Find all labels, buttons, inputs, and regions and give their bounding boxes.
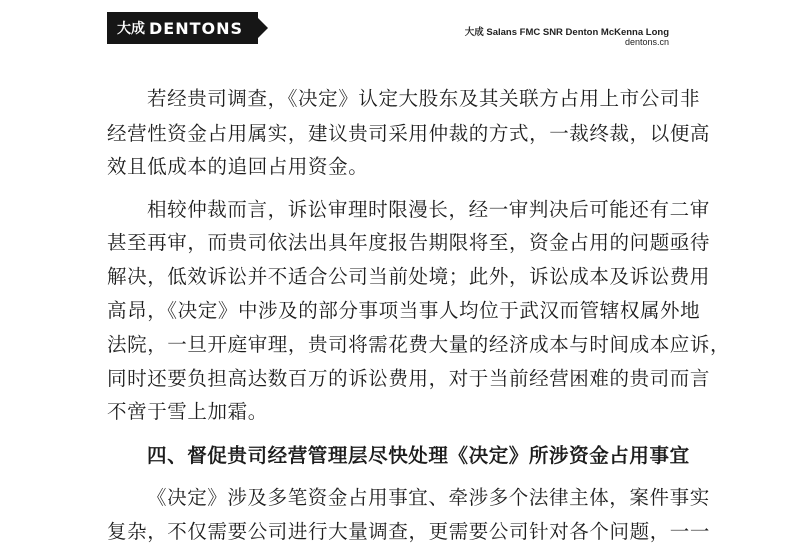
paragraph-2-line-3: 解决，低效诉讼并不适合公司当前处境；此外，诉讼成本及诉讼费用 — [107, 265, 711, 288]
website: dentons.cn — [624, 37, 669, 47]
firm-names: 大成 Salans FMC SNR Denton McKenna Long — [464, 27, 669, 38]
logo-chinese-text: 大成 — [117, 21, 145, 37]
paragraph-1-line-1: 若经贵司调查，《决定》认定大股东及其关联方占用上市公司非 — [147, 87, 701, 110]
paragraph-1-line-2: 经营性资金占用属实，建议贵司采用仲裁的方式，一裁终裁，以便高 — [107, 122, 711, 145]
dentons-logo — [107, 12, 258, 44]
paragraph-2-line-6: 同时还要负担高达数百万的诉讼费用，对于当前经营困难的贵司而言 — [107, 367, 711, 390]
paragraph-3-line-1: 《决定》涉及多笔资金占用事宜、牵涉多个法律主体，案件事实 — [147, 486, 710, 509]
paragraph-1-line-3: 效且低成本的追回占用资金。 — [107, 155, 369, 178]
paragraph-2-line-4: 高昂，《决定》中涉及的部分事项当事人均位于武汉而管辖权属外地 — [107, 299, 701, 322]
paragraph-2-line-1: 相较仲裁而言，诉讼审理时限漫长，经一审判决后可能还有二审 — [147, 198, 710, 221]
logo-english-text: DENTONS — [149, 18, 244, 38]
paragraph-2-line-5: 法院，一旦开庭审理，贵司将需花费大量的经济成本与时间成本应诉， — [107, 333, 731, 356]
paragraph-2-line-7: 不啻于雪上加霜。 — [107, 400, 268, 423]
paragraph-3-line-2: 复杂，不仅需要公司进行大量调查，更需要公司针对各个问题，一一 — [107, 520, 711, 543]
paragraph-2-line-2: 甚至再审，而贵司依法出具年度报告期限将至，资金占用的问题亟待 — [107, 231, 711, 254]
section-heading-4: 四、督促贵司经营管理层尽快处理《决定》所涉资金占用事宜 — [147, 444, 690, 467]
